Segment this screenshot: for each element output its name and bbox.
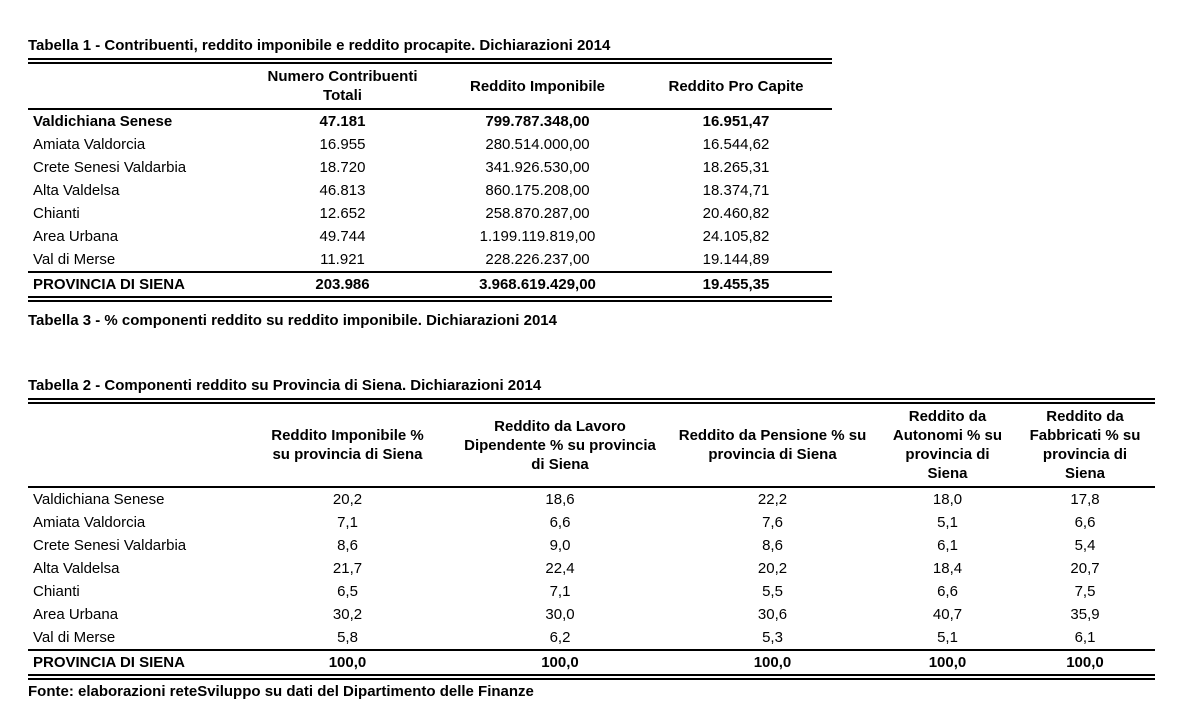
region-cell: PROVINCIA DI SIENA [28, 650, 240, 677]
table-row [28, 580, 1155, 603]
table-row [28, 156, 832, 179]
value-cell: 100,0 [1015, 650, 1155, 677]
value-cell: 6,1 [1074, 629, 1096, 646]
table1-body [28, 109, 832, 299]
value-cell: 7,6 [762, 514, 783, 531]
value-cell: 228.226.237,00 [485, 251, 590, 268]
table-row [28, 133, 832, 156]
column-header-label: Reddito da Autonomi % su provincia di Siena [892, 408, 1003, 482]
region-cell: Val di Merse [33, 629, 116, 646]
value-cell: 100,0 [240, 650, 455, 677]
region-cell: Chianti [33, 205, 80, 222]
value-cell: 6,5 [337, 583, 358, 600]
region-cell: Chianti [33, 583, 80, 600]
value-cell: 19.144,89 [702, 251, 770, 268]
value-cell: 20,2 [332, 491, 363, 508]
value-cell: 20,2 [757, 560, 788, 577]
value-cell: 3.968.619.429,00 [435, 272, 640, 299]
column-header-label: Reddito Pro Capite [668, 77, 804, 95]
value-cell: 35,9 [1070, 606, 1100, 623]
region-cell: Crete Senesi Valdarbia [33, 537, 187, 554]
value-cell: 799.787.348,00 [485, 113, 590, 130]
value-cell: 5,4 [1074, 537, 1096, 554]
value-cell: 6,1 [937, 537, 958, 554]
value-cell: 7,1 [337, 514, 358, 531]
table-row [28, 487, 1155, 511]
column-header-pensione-pct [665, 401, 880, 487]
value-cell: 7,5 [1074, 583, 1096, 600]
value-cell: 8,6 [337, 537, 358, 554]
value-cell: 30,6 [757, 606, 788, 623]
value-cell: 100,0 [665, 650, 880, 677]
value-cell: 24.105,82 [702, 228, 770, 245]
value-cell: 6,6 [937, 583, 958, 600]
column-header-autonomi-pct [880, 401, 1015, 487]
table-row [28, 202, 832, 225]
column-header-imponibile-pct [240, 401, 455, 487]
column-header-label: Reddito da Fabbricati % su provincia di Siena [1029, 408, 1141, 482]
value-cell: 5,1 [937, 629, 958, 646]
value-cell: 6,6 [1074, 514, 1096, 531]
column-header-label: Reddito Imponibile % su provincia di Siena [271, 427, 424, 463]
table-row [28, 109, 832, 133]
value-cell: 18,6 [545, 491, 575, 508]
value-cell: 11.921 [320, 251, 365, 268]
column-header-fabbricati-pct [1015, 401, 1155, 487]
table1-caption: Tabella 1 - Contribuenti, reddito imponibile e reddito procapite. Dichiarazioni 2014 [28, 37, 611, 54]
value-cell: 18,0 [932, 491, 963, 508]
region-cell: Val di Merse [33, 251, 116, 268]
table3-caption: Tabella 3 - % componenti reddito su reddito imponibile. Dichiarazioni 2014 [28, 312, 557, 329]
table-row [28, 179, 832, 202]
value-cell: 18,4 [932, 560, 963, 577]
table-row [28, 603, 1155, 626]
value-cell: 280.514.000,00 [485, 136, 590, 153]
value-cell: 1.199.119.819,00 [479, 228, 596, 245]
table-row [28, 626, 1155, 650]
region-cell: Alta Valdelsa [33, 560, 120, 577]
value-cell: 46.813 [319, 182, 366, 199]
value-cell: 5,8 [337, 629, 358, 646]
value-cell: 203.986 [250, 272, 435, 299]
value-cell: 5,5 [762, 583, 783, 600]
value-cell: 22,4 [545, 560, 575, 577]
value-cell: 16.955 [319, 136, 366, 153]
value-cell: 5,1 [937, 514, 958, 531]
column-header-imponibile [435, 61, 640, 109]
value-cell: 341.926.530,00 [485, 159, 590, 176]
value-cell: 7,1 [549, 583, 571, 600]
table1 [28, 58, 832, 302]
value-cell: 20,7 [1070, 560, 1100, 577]
column-header-empty [28, 61, 250, 109]
value-cell: 47.181 [319, 113, 366, 130]
table2 [28, 398, 1155, 680]
column-header-procapite [640, 61, 832, 109]
value-cell: 30,0 [545, 606, 575, 623]
value-cell: 20.460,82 [702, 205, 770, 222]
value-cell: 17,8 [1070, 491, 1100, 508]
table1-header [28, 61, 832, 109]
table-row [28, 534, 1155, 557]
region-cell: Valdichiana Senese [33, 491, 165, 508]
value-cell: 8,6 [762, 537, 783, 554]
value-cell: 16.951,47 [702, 113, 770, 130]
value-cell: 18.265,31 [702, 159, 770, 176]
table1-header-row [28, 61, 832, 109]
region-cell: Amiata Valdorcia [33, 514, 146, 531]
region-cell: Crete Senesi Valdarbia [33, 159, 187, 176]
table2-header [28, 401, 1155, 487]
value-cell: 860.175.208,00 [485, 182, 590, 199]
value-cell: 16.544,62 [702, 136, 770, 153]
region-cell: Area Urbana [33, 228, 119, 245]
table2-caption: Tabella 2 - Componenti reddito su Provincia di Siena. Dichiarazioni 2014 [28, 377, 542, 394]
table-row [28, 248, 832, 272]
column-header-contribuenti [250, 61, 435, 109]
region-cell: Alta Valdelsa [33, 182, 120, 199]
column-header-lavoro-pct [455, 401, 665, 487]
value-cell: 30,2 [332, 606, 363, 623]
column-header-label: Reddito da Pensione % su provincia di Siena [678, 427, 867, 463]
table2-body [28, 487, 1155, 677]
column-header-label: Numero Contribuenti Totali [267, 68, 418, 104]
table-row [28, 225, 832, 248]
total-row [28, 650, 1155, 677]
value-cell: 49.744 [319, 228, 366, 245]
value-cell: 19.455,35 [640, 272, 832, 299]
table-row [28, 511, 1155, 534]
table2-header-row [28, 401, 1155, 487]
total-row [28, 272, 832, 299]
value-cell: 18.374,71 [702, 182, 770, 199]
value-cell: 21,7 [332, 560, 363, 577]
source-note: Fonte: elaborazioni reteSviluppo su dati del Dipartimento delle Finanze [28, 683, 534, 700]
value-cell: 6,2 [549, 629, 571, 646]
value-cell: 12.652 [319, 205, 366, 222]
value-cell: 40,7 [932, 606, 963, 623]
region-cell: PROVINCIA DI SIENA [28, 272, 250, 299]
region-cell: Area Urbana [33, 606, 119, 623]
value-cell: 100,0 [455, 650, 665, 677]
value-cell: 9,0 [549, 537, 571, 554]
region-cell: Amiata Valdorcia [33, 136, 146, 153]
value-cell: 5,3 [762, 629, 783, 646]
value-cell: 6,6 [549, 514, 571, 531]
value-cell: 258.870.287,00 [485, 205, 590, 222]
value-cell: 22,2 [757, 491, 788, 508]
column-header-label: Reddito da Lavoro Dipendente % su provincia di Siena [464, 417, 656, 473]
column-header-empty [28, 401, 240, 487]
table-row [28, 557, 1155, 580]
column-header-label: Reddito Imponibile [470, 77, 605, 95]
region-cell: Valdichiana Senese [33, 113, 173, 130]
value-cell: 18.720 [319, 159, 366, 176]
value-cell: 100,0 [880, 650, 1015, 677]
